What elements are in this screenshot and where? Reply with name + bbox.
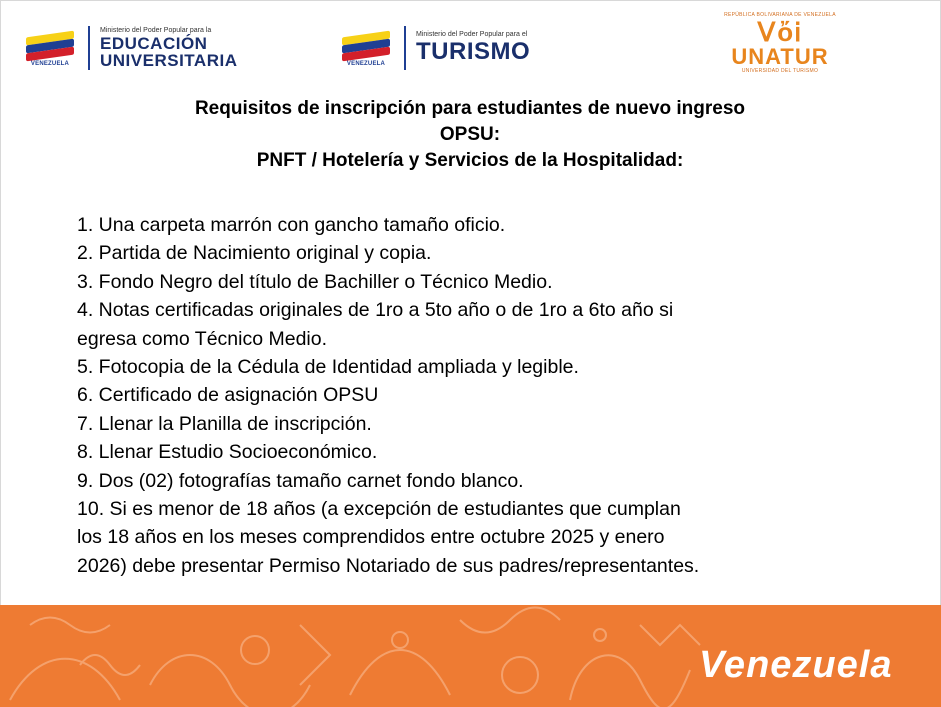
unatur-bottom-text: UNIVERSIDAD DEL TURISMO bbox=[741, 68, 819, 74]
logo-educacion-universitaria bbox=[22, 22, 237, 74]
venezuela-brand-logo: Venezuela bbox=[699, 644, 893, 686]
flag-caption: VENEZUELA bbox=[30, 61, 70, 67]
list-item: egresa como Técnico Medio. bbox=[77, 327, 328, 350]
list-item: 4. Notas certificadas originales de 1ro a 5to año o de 1ro a 6to año si bbox=[77, 299, 674, 322]
ministry-name-line2: UNIVERSITARIA bbox=[100, 51, 238, 70]
list-item: 9. Dos (02) fotografías tamaño carnet fondo blanco. bbox=[77, 469, 524, 492]
list-item: 7. Llenar la Planilla de inscripción. bbox=[77, 412, 372, 435]
heading-line3: PNFT / Hotelería y Servicios de la Hospitalidad: bbox=[256, 150, 684, 171]
flag-caption: VENEZUELA bbox=[346, 61, 386, 67]
logo-divider bbox=[88, 26, 90, 70]
venezuela-flag-icon bbox=[338, 26, 394, 70]
unatur-top-text: REPÚBLICA BOLIVARIANA DE VENEZUELA bbox=[724, 12, 836, 18]
ministry-name-line1: EDUCACIÓN bbox=[100, 34, 208, 53]
list-item: 5. Fotocopia de la Cédula de Identidad ampliada y legible. bbox=[77, 356, 579, 379]
unatur-emblem-icon: ᐯὄᎥ bbox=[757, 17, 803, 47]
list-item: 3. Fondo Negro del título de Bachiller o Técnico Medio. bbox=[77, 270, 553, 293]
list-item: los 18 años en los meses comprendidos entre octubre 2025 y enero bbox=[77, 526, 665, 549]
logo-unatur bbox=[706, 12, 854, 87]
list-item: 1. Una carpeta marrón con gancho tamaño oficio. bbox=[77, 214, 506, 236]
page-heading bbox=[60, 96, 880, 174]
list-item: 10. Si es menor de 18 años (a excepción de estudiantes que cumplan bbox=[77, 498, 681, 521]
list-item: 6. Certificado de asignación OPSU bbox=[77, 384, 379, 407]
ministry-text: Ministerio del Poder Popular para el bbox=[416, 31, 528, 38]
list-item: 8. Llenar Estudio Socioeconómico. bbox=[77, 441, 378, 464]
ministry-text: Ministerio del Poder Popular para la bbox=[100, 27, 212, 34]
ministry-name: TURISMO bbox=[416, 38, 531, 65]
list-item: 2. Partida de Nacimiento original y copia. bbox=[77, 242, 432, 265]
requirements-list bbox=[77, 211, 877, 580]
heading-line1: Requisitos de inscripción para estudiantes de nuevo ingreso bbox=[194, 98, 746, 119]
logo-turismo bbox=[338, 22, 530, 74]
venezuela-flag-icon bbox=[22, 26, 78, 70]
heading-line2: OPSU: bbox=[439, 124, 501, 145]
logo-divider bbox=[404, 26, 406, 70]
unatur-name: UNATUR bbox=[731, 44, 829, 69]
list-item: 2026) debe presentar Permiso Notariado de sus padres/representantes. bbox=[77, 554, 700, 577]
